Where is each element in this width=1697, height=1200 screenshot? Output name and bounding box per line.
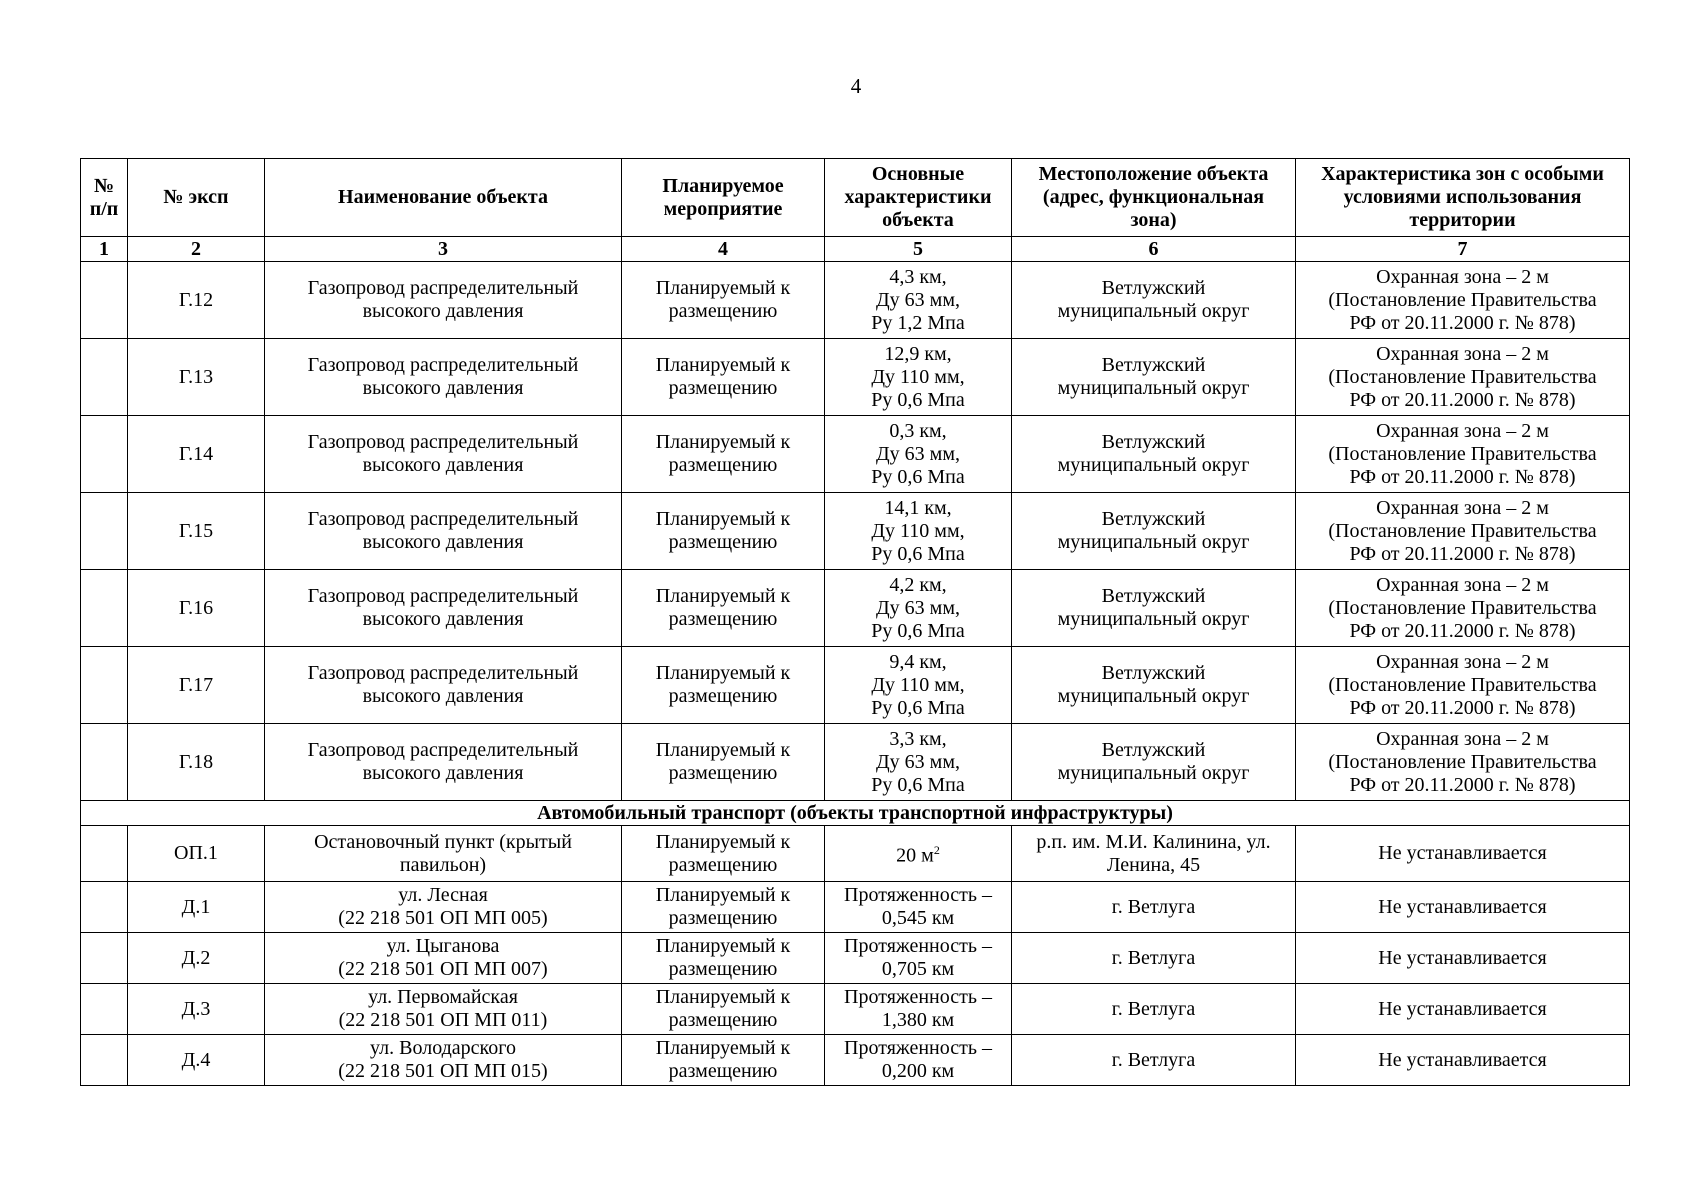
location-cell-line: г. Ветлуга bbox=[1111, 895, 1196, 918]
row-number-cell bbox=[81, 570, 128, 647]
zone-cell-line: Не устанавливается bbox=[1378, 1048, 1547, 1071]
column-header-line: Местоположение объекта bbox=[1038, 163, 1269, 185]
column-header-line: зона) bbox=[1130, 209, 1177, 231]
column-header-line: (адрес, функциональная bbox=[1042, 186, 1265, 208]
characteristics-cell-line: Ру 0,6 Мпа bbox=[871, 696, 965, 719]
object-name-cell-line: высокого давления bbox=[362, 608, 524, 630]
characteristics-cell-line: Протяженность – bbox=[844, 986, 992, 1008]
column-header bbox=[1012, 159, 1296, 237]
object-name-cell-line: ул. Володарского bbox=[370, 1037, 516, 1059]
zone-cell-line: Охранная зона – 2 м bbox=[1376, 419, 1549, 442]
characteristics-cell-line: 0,705 км bbox=[881, 958, 955, 980]
characteristics-cell-line: Ду 63 мм, bbox=[876, 750, 960, 773]
object-name-cell-line: павильон) bbox=[399, 853, 487, 876]
area-unit-superscript: 2 bbox=[933, 843, 940, 858]
column-header bbox=[265, 159, 622, 237]
object-name-cell bbox=[265, 933, 622, 984]
table-row bbox=[81, 984, 1630, 1035]
column-header-line: территории bbox=[1409, 209, 1516, 231]
table-row bbox=[81, 647, 1630, 724]
characteristics-cell-line: 0,200 км bbox=[881, 1060, 955, 1082]
planned-action-cell bbox=[622, 1035, 825, 1086]
table-row bbox=[81, 724, 1630, 801]
location-cell-line: г. Ветлуга bbox=[1111, 1048, 1196, 1071]
column-number: 1 bbox=[81, 237, 128, 262]
location-cell bbox=[1012, 933, 1296, 984]
object-name-cell-line: высокого давления bbox=[362, 762, 524, 784]
characteristics-cell bbox=[825, 933, 1012, 984]
object-name-cell-line: высокого давления bbox=[362, 531, 524, 553]
object-name-cell-line: (22 218 501 ОП МП 007) bbox=[338, 958, 548, 980]
zone-cell-line: (Постановление Правительства bbox=[1328, 596, 1597, 619]
location-cell-line: муниципальный округ bbox=[1057, 300, 1250, 322]
object-name-cell-line: (22 218 501 ОП МП 011) bbox=[338, 1009, 548, 1031]
characteristics-cell-line: 0,545 км bbox=[881, 907, 955, 929]
location-cell bbox=[1012, 339, 1296, 416]
zone-cell-line: (Постановление Правительства bbox=[1328, 365, 1597, 388]
row-number-cell bbox=[81, 493, 128, 570]
row-number-cell bbox=[81, 826, 128, 882]
object-code-cell: Г.16 bbox=[128, 570, 265, 647]
row-number-cell bbox=[81, 882, 128, 933]
zone-cell bbox=[1296, 493, 1630, 570]
table-body bbox=[81, 262, 1630, 1086]
zone-cell bbox=[1296, 647, 1630, 724]
location-cell-line: муниципальный округ bbox=[1057, 454, 1250, 476]
table-row bbox=[81, 570, 1630, 647]
object-name-cell-line: (22 218 501 ОП МП 015) bbox=[338, 1060, 548, 1082]
characteristics-cell-line: Ду 110 мм, bbox=[871, 673, 965, 696]
planned-action-cell-line: размещению bbox=[668, 531, 778, 553]
object-name-cell-line: Остановочный пункт (крытый bbox=[314, 830, 572, 853]
planned-action-cell-line: Планируемый к bbox=[655, 277, 791, 299]
planned-action-cell-line: Планируемый к bbox=[655, 830, 791, 853]
zone-cell-line: Охранная зона – 2 м bbox=[1376, 496, 1549, 519]
planned-action-cell-line: Планируемый к bbox=[655, 431, 791, 453]
location-cell bbox=[1012, 570, 1296, 647]
table-row bbox=[81, 882, 1630, 933]
page-number: 4 bbox=[850, 74, 862, 98]
column-header bbox=[825, 159, 1012, 237]
characteristics-cell-line: 12,9 км, bbox=[884, 342, 952, 365]
object-name-cell bbox=[265, 339, 622, 416]
object-name-cell-line: ул. Лесная bbox=[398, 884, 488, 906]
zone-cell bbox=[1296, 262, 1630, 339]
object-name-cell bbox=[265, 724, 622, 801]
planned-action-cell-line: Планируемый к bbox=[655, 884, 791, 906]
object-code-cell: Г.13 bbox=[128, 339, 265, 416]
column-header-line: условиями использования bbox=[1343, 186, 1582, 208]
object-name-cell bbox=[265, 493, 622, 570]
planned-action-cell bbox=[622, 339, 825, 416]
planned-action-cell-line: Планируемый к bbox=[655, 508, 791, 530]
planned-action-cell-line: размещению bbox=[668, 958, 778, 980]
object-name-cell bbox=[265, 826, 622, 882]
planned-action-cell-line: размещению bbox=[668, 907, 778, 929]
characteristics-cell bbox=[825, 339, 1012, 416]
zone-cell-line: Охранная зона – 2 м bbox=[1376, 265, 1549, 288]
zone-cell-line: РФ от 20.11.2000 г. № 878) bbox=[1349, 388, 1576, 411]
table-row bbox=[81, 1035, 1630, 1086]
characteristics-cell-line: Ду 63 мм, bbox=[876, 288, 960, 311]
row-number-cell bbox=[81, 984, 128, 1035]
zone-cell bbox=[1296, 826, 1630, 882]
zone-cell bbox=[1296, 933, 1630, 984]
location-cell-line: Ветлужский bbox=[1101, 585, 1206, 607]
zone-cell-line: Охранная зона – 2 м bbox=[1376, 573, 1549, 596]
object-name-cell-line: высокого давления bbox=[362, 300, 524, 322]
column-number: 3 bbox=[265, 237, 622, 262]
column-header bbox=[128, 159, 265, 237]
row-number-cell bbox=[81, 647, 128, 724]
planned-action-cell-line: Планируемый к bbox=[655, 585, 791, 607]
zone-cell-line: (Постановление Правительства bbox=[1328, 750, 1597, 773]
zone-cell-line: РФ от 20.11.2000 г. № 878) bbox=[1349, 696, 1576, 719]
zone-cell-line: Охранная зона – 2 м bbox=[1376, 727, 1549, 750]
planned-action-cell-line: размещению bbox=[668, 853, 778, 876]
characteristics-cell bbox=[825, 724, 1012, 801]
object-name-cell-line: (22 218 501 ОП МП 005) bbox=[338, 907, 548, 929]
object-code-cell: Д.3 bbox=[128, 984, 265, 1035]
row-number-cell bbox=[81, 724, 128, 801]
column-header-line: Характеристика зон с особыми bbox=[1321, 163, 1604, 185]
planned-action-cell-line: Планируемый к bbox=[655, 354, 791, 376]
planned-action-cell-line: Планируемый к bbox=[655, 935, 791, 957]
zone-cell bbox=[1296, 984, 1630, 1035]
planned-action-cell bbox=[622, 882, 825, 933]
characteristics-cell-line: Ру 0,6 Мпа bbox=[871, 465, 965, 488]
location-cell-line: Ветлужский bbox=[1101, 277, 1206, 299]
zone-cell bbox=[1296, 570, 1630, 647]
column-header bbox=[1296, 159, 1630, 237]
characteristics-cell bbox=[825, 826, 1012, 882]
zone-cell-line: Охранная зона – 2 м bbox=[1376, 342, 1549, 365]
object-name-cell-line: ул. Цыганова bbox=[386, 935, 500, 957]
planned-action-cell bbox=[622, 933, 825, 984]
characteristics-cell-line: 0,3 км, bbox=[889, 419, 947, 442]
location-cell-line: Ветлужский bbox=[1101, 662, 1206, 684]
column-header-line: № эксп bbox=[163, 186, 229, 208]
zone-cell-line: (Постановление Правительства bbox=[1328, 673, 1597, 696]
column-header-line: мероприятие bbox=[663, 197, 783, 220]
column-header-line: Основные bbox=[871, 163, 965, 185]
zone-cell bbox=[1296, 1035, 1630, 1086]
row-number-cell bbox=[81, 339, 128, 416]
characteristics-cell-line: Протяженность – bbox=[844, 1037, 992, 1059]
object-code-cell: Г.18 bbox=[128, 724, 265, 801]
object-name-cell-line: высокого давления bbox=[362, 454, 524, 476]
column-number-row bbox=[81, 237, 1630, 262]
characteristics-cell bbox=[825, 570, 1012, 647]
characteristics-cell-line: Ду 63 мм, bbox=[876, 442, 960, 465]
column-header-line: Планируемое bbox=[662, 174, 784, 197]
location-cell bbox=[1012, 416, 1296, 493]
object-name-cell bbox=[265, 882, 622, 933]
location-cell bbox=[1012, 647, 1296, 724]
planned-action-cell bbox=[622, 493, 825, 570]
zone-cell-line: РФ от 20.11.2000 г. № 878) bbox=[1349, 542, 1576, 565]
location-cell-line: Ленина, 45 bbox=[1106, 853, 1201, 876]
table-row bbox=[81, 416, 1630, 493]
planned-action-cell-line: размещению bbox=[668, 300, 778, 322]
object-code-cell: Д.4 bbox=[128, 1035, 265, 1086]
planned-action-cell bbox=[622, 984, 825, 1035]
location-cell bbox=[1012, 1035, 1296, 1086]
location-cell bbox=[1012, 724, 1296, 801]
area-value: 20 м bbox=[896, 844, 934, 867]
object-name-cell bbox=[265, 416, 622, 493]
zone-cell-line: Не устанавливается bbox=[1378, 997, 1547, 1020]
characteristics-cell-line: Ру 0,6 Мпа bbox=[871, 619, 965, 642]
characteristics-cell bbox=[825, 882, 1012, 933]
object-code-cell: Д.1 bbox=[128, 882, 265, 933]
object-name-cell-line: Газопровод распределительный bbox=[307, 431, 579, 453]
object-name-cell-line: ул. Первомайская bbox=[368, 986, 518, 1008]
row-number-cell bbox=[81, 416, 128, 493]
location-cell-line: муниципальный округ bbox=[1057, 762, 1250, 784]
object-code-cell: ОП.1 bbox=[128, 826, 265, 882]
object-name-cell bbox=[265, 1035, 622, 1086]
row-number-cell bbox=[81, 933, 128, 984]
object-name-cell-line: Газопровод распределительный bbox=[307, 354, 579, 376]
zone-cell-line: Охранная зона – 2 м bbox=[1376, 650, 1549, 673]
planned-action-cell-line: размещению bbox=[668, 454, 778, 476]
characteristics-cell-line: 1,380 км bbox=[881, 1009, 955, 1031]
characteristics-cell-line: Ду 63 мм, bbox=[876, 596, 960, 619]
location-cell-line: р.п. им. М.И. Калинина, ул. bbox=[1036, 830, 1271, 853]
zone-cell bbox=[1296, 416, 1630, 493]
object-name-cell bbox=[265, 647, 622, 724]
column-header-line: характеристики bbox=[844, 186, 992, 208]
characteristics-cell-line: Протяженность – bbox=[844, 884, 992, 906]
characteristics-cell bbox=[825, 416, 1012, 493]
object-name-cell bbox=[265, 262, 622, 339]
location-cell bbox=[1012, 984, 1296, 1035]
section-row bbox=[81, 801, 1630, 826]
planned-action-cell bbox=[622, 416, 825, 493]
planned-action-cell bbox=[622, 724, 825, 801]
zone-cell-line: (Постановление Правительства bbox=[1328, 519, 1597, 542]
zone-cell-line: Не устанавливается bbox=[1378, 842, 1547, 864]
object-name-cell-line: Газопровод распределительный bbox=[307, 508, 579, 530]
characteristics-cell-line: 14,1 км, bbox=[884, 496, 952, 519]
characteristics-cell bbox=[825, 262, 1012, 339]
column-number: 5 bbox=[825, 237, 1012, 262]
planned-action-cell-line: Планируемый к bbox=[655, 739, 791, 761]
location-cell-line: Ветлужский bbox=[1101, 508, 1206, 530]
location-cell-line: г. Ветлуга bbox=[1111, 997, 1196, 1020]
location-cell bbox=[1012, 493, 1296, 570]
planned-action-cell bbox=[622, 647, 825, 724]
object-name-cell-line: Газопровод распределительный bbox=[307, 277, 579, 299]
planned-action-cell-line: размещению bbox=[668, 1060, 778, 1082]
location-cell-line: Ветлужский bbox=[1101, 739, 1206, 761]
characteristics-cell-line: 3,3 км, bbox=[889, 727, 947, 750]
characteristics-cell-line: Ру 0,6 Мпа bbox=[871, 542, 965, 565]
planned-action-cell-line: Планируемый к bbox=[655, 986, 791, 1008]
object-name-cell-line: Газопровод распределительный bbox=[307, 739, 579, 761]
characteristics-cell bbox=[825, 984, 1012, 1035]
planned-action-cell-line: Планируемый к bbox=[655, 1037, 791, 1059]
location-cell-line: муниципальный округ bbox=[1057, 685, 1250, 707]
column-number: 7 bbox=[1296, 237, 1630, 262]
characteristics-cell-line: Ру 1,2 Мпа bbox=[871, 311, 965, 334]
column-header bbox=[622, 159, 825, 237]
zone-cell bbox=[1296, 724, 1630, 801]
location-cell-line: муниципальный округ bbox=[1057, 608, 1250, 630]
object-name-cell-line: высокого давления bbox=[362, 377, 524, 399]
planned-action-cell-line: размещению bbox=[668, 377, 778, 399]
zone-cell bbox=[1296, 339, 1630, 416]
column-header-line: Наименование объекта bbox=[338, 186, 548, 208]
object-name-cell-line: Газопровод распределительный bbox=[307, 662, 579, 684]
zone-cell-line: Не устанавливается bbox=[1378, 946, 1547, 969]
zone-cell-line: РФ от 20.11.2000 г. № 878) bbox=[1349, 619, 1576, 642]
planned-action-cell-line: размещению bbox=[668, 762, 778, 784]
object-name-cell-line: высокого давления bbox=[362, 685, 524, 707]
planned-action-cell bbox=[622, 262, 825, 339]
object-code-cell: Г.15 bbox=[128, 493, 265, 570]
row-number-cell bbox=[81, 1035, 128, 1086]
zone-cell-line: РФ от 20.11.2000 г. № 878) bbox=[1349, 465, 1576, 488]
object-name-cell-line: Газопровод распределительный bbox=[307, 585, 579, 607]
characteristics-cell-line: Ру 0,6 Мпа bbox=[871, 773, 965, 796]
planned-action-cell-line: размещению bbox=[668, 1009, 778, 1031]
object-name-cell bbox=[265, 984, 622, 1035]
zone-cell-line: (Постановление Правительства bbox=[1328, 288, 1597, 311]
column-header bbox=[81, 159, 128, 237]
column-header-line: п/п bbox=[89, 197, 119, 220]
column-number: 2 bbox=[128, 237, 265, 262]
section-title: Автомобильный транспорт (объекты транспортной инфраструктуры) bbox=[81, 801, 1630, 826]
column-header-line: объекта bbox=[882, 209, 954, 231]
planned-action-cell bbox=[622, 826, 825, 882]
characteristics-cell-line: 9,4 км, bbox=[889, 650, 947, 673]
planned-action-cell bbox=[622, 570, 825, 647]
location-cell-line: г. Ветлуга bbox=[1111, 946, 1196, 969]
header-row bbox=[81, 159, 1630, 237]
characteristics-cell-line: 4,3 км, bbox=[889, 265, 947, 288]
location-cell-line: муниципальный округ bbox=[1057, 377, 1250, 399]
location-cell bbox=[1012, 826, 1296, 882]
objects-table bbox=[80, 158, 1630, 1086]
table-row bbox=[81, 339, 1630, 416]
zone-cell-line: Не устанавливается bbox=[1378, 895, 1547, 918]
table-row bbox=[81, 933, 1630, 984]
location-cell bbox=[1012, 262, 1296, 339]
location-cell-line: Ветлужский bbox=[1101, 354, 1206, 376]
characteristics-cell bbox=[825, 1035, 1012, 1086]
object-code-cell: Д.2 bbox=[128, 933, 265, 984]
row-number-cell bbox=[81, 262, 128, 339]
location-cell-line: Ветлужский bbox=[1101, 431, 1206, 453]
column-header-line: № bbox=[93, 174, 115, 197]
table-row bbox=[81, 493, 1630, 570]
planned-action-cell-line: Планируемый к bbox=[655, 662, 791, 684]
object-code-cell: Г.17 bbox=[128, 647, 265, 724]
column-number: 6 bbox=[1012, 237, 1296, 262]
table-row bbox=[81, 826, 1630, 882]
characteristics-cell-line: Ду 110 мм, bbox=[871, 519, 965, 542]
characteristics-cell bbox=[825, 493, 1012, 570]
characteristics-cell-line: Протяженность – bbox=[844, 935, 992, 957]
characteristics-cell-line: 4,2 км, bbox=[889, 573, 947, 596]
zone-cell-line: РФ от 20.11.2000 г. № 878) bbox=[1349, 311, 1576, 334]
planned-action-cell-line: размещению bbox=[668, 685, 778, 707]
zone-cell-line: РФ от 20.11.2000 г. № 878) bbox=[1349, 773, 1576, 796]
characteristics-cell bbox=[825, 647, 1012, 724]
object-name-cell bbox=[265, 570, 622, 647]
object-code-cell: Г.12 bbox=[128, 262, 265, 339]
characteristics-cell-line: Ру 0,6 Мпа bbox=[871, 388, 965, 411]
table-row bbox=[81, 262, 1630, 339]
location-cell bbox=[1012, 882, 1296, 933]
zone-cell bbox=[1296, 882, 1630, 933]
zone-cell-line: (Постановление Правительства bbox=[1328, 442, 1597, 465]
object-code-cell: Г.14 bbox=[128, 416, 265, 493]
planned-action-cell-line: размещению bbox=[668, 608, 778, 630]
characteristics-cell-line: Ду 110 мм, bbox=[871, 365, 965, 388]
column-number: 4 bbox=[622, 237, 825, 262]
location-cell-line: муниципальный округ bbox=[1057, 531, 1250, 553]
